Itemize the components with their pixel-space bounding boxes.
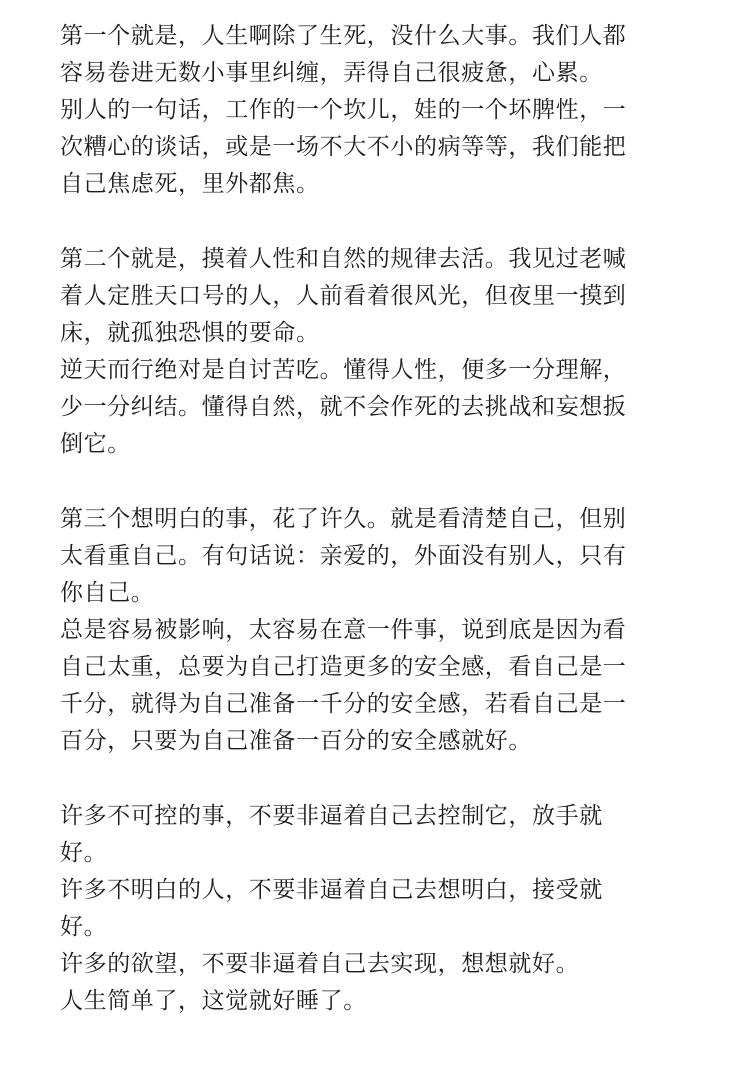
- text-line: 自己太重，总要为自己打造更多的安全感，看自己是一: [60, 654, 627, 680]
- text-line: 你自己。: [60, 580, 155, 606]
- text-line: 次糟心的谈话，或是一场不大不小的病等等，我们能把: [60, 134, 627, 160]
- text-line: 许多不可控的事，不要非逼着自己去控制它，放手就: [60, 803, 603, 829]
- text-line: 逆天而行绝对是自讨苦吃。懂得人性，便多一分理解，: [60, 357, 627, 383]
- text-line: 少一分纠结。懂得自然，就不会作死的去挑战和妄想扳: [60, 394, 627, 420]
- text-line: 人生简单了，这觉就好睡了。: [60, 988, 367, 1014]
- text-line: 容易卷进无数小事里纠缠，弄得自己很疲惫，心累。: [60, 60, 603, 86]
- text-line: 倒它。: [60, 431, 131, 457]
- text-line: 千分，就得为自己准备一千分的安全感，若看自己是一: [60, 691, 627, 717]
- text-line: 许多的欲望，不要非逼着自己去实现，想想就好。: [60, 951, 580, 977]
- paragraph-3: [0, 501, 730, 760]
- text-line: 许多不明白的人，不要非逼着自己去想明白，接受就: [60, 877, 603, 903]
- text-line: 别人的一句话，工作的一个坎儿，娃的一个坏脾性，一: [60, 97, 627, 123]
- text-line: 好。: [60, 840, 108, 866]
- text-line: 着人定胜天口号的人，人前看着很风光，但夜里一摸到: [60, 283, 627, 309]
- text-line: 太看重自己。有句话说：亲爱的，外面没有别人，只有: [60, 543, 627, 569]
- paragraph-4: [0, 798, 730, 1020]
- text-line: 好。: [60, 914, 108, 940]
- text-line: 总是容易被影响，太容易在意一件事，说到底是因为看: [60, 617, 627, 643]
- text-line: 百分，只要为自己准备一百分的安全感就好。: [60, 728, 532, 754]
- text-line: 第三个想明白的事，花了许久。就是看清楚自己，但别: [60, 506, 627, 532]
- text-line: 床，就孤独恐惧的要命。: [60, 320, 320, 346]
- text-line: 第二个就是，摸着人性和自然的规律去活。我见过老喊: [60, 246, 627, 272]
- paragraph-1: [0, 18, 730, 203]
- paragraph-2: [0, 241, 730, 463]
- text-line: 自己焦虑死，里外都焦。: [60, 171, 320, 197]
- text-line: 第一个就是，人生啊除了生死，没什么大事。我们人都: [60, 23, 627, 49]
